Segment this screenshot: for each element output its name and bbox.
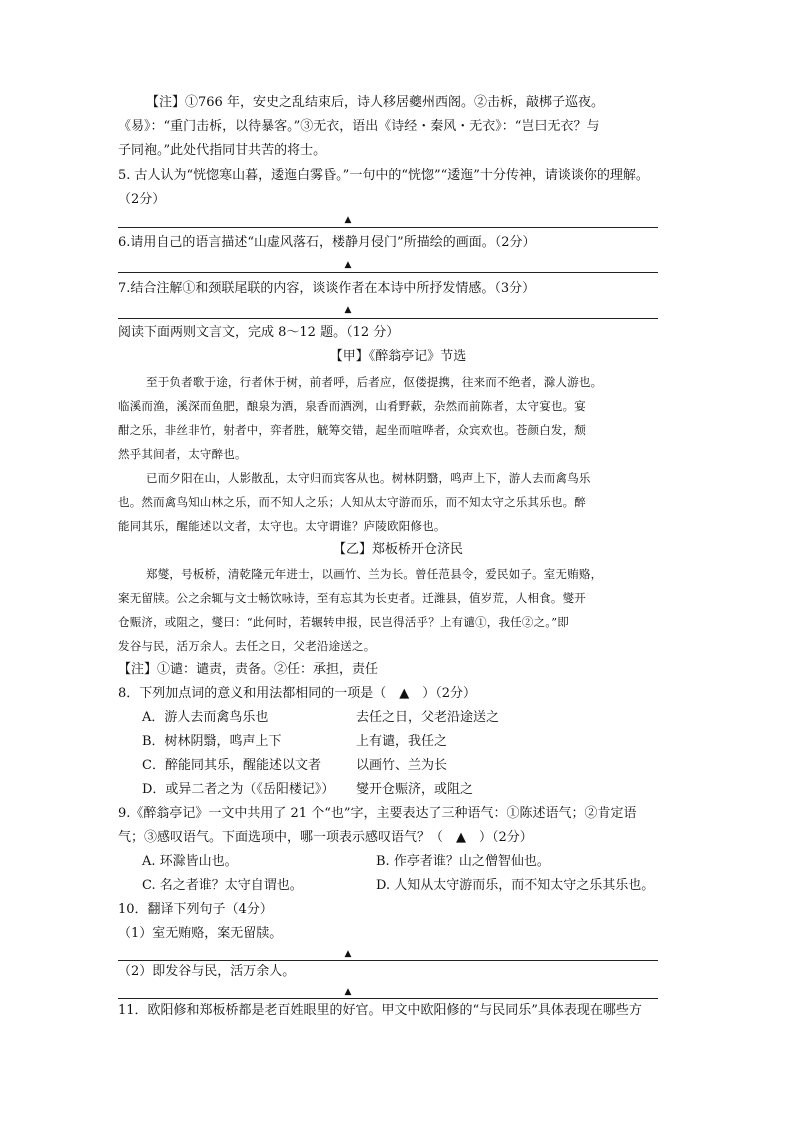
passage-a-line: 也。然而禽鸟知山林之乐，而不知人之乐；人知从太守游而乐，而不知太守之乐其乐也。醉 bbox=[118, 495, 586, 509]
question-10: 10．翻译下列句子（4分） bbox=[118, 902, 273, 917]
question-5: 5. 古人认为“恍惚寒山暮，逶迤白雾昏。”一句中的“恍惚”“逶迤”十分传神，请谈谈你的理解。 bbox=[118, 168, 649, 183]
passage-a-line: 至于负者歌于途，行者休于树，前者呼，后者应，伛偻提携，往来而不绝者，滁人游也。 bbox=[146, 375, 603, 389]
passage-a-line: 然乎其间者，太守醉也。 bbox=[118, 447, 247, 461]
passage-b-line: 发谷与民，活万余人。去任之日，父老沿途送之。 bbox=[118, 639, 376, 653]
answer-marker: ▲ bbox=[344, 987, 352, 997]
answer-line[interactable] bbox=[118, 318, 658, 319]
reading-intro: 阅读下面两则文言文，完成 8～12 题。（12 分） bbox=[118, 325, 400, 340]
q8-option-b-left[interactable]: B．树林阴翳，鸣声上下 bbox=[142, 734, 282, 749]
q8-option-a-right: 去任之日，父老沿途送之 bbox=[356, 710, 500, 725]
question-9: 气；③感叹语气。下面选项中，哪一项表示感叹语气？（ ▲ ）（2分） bbox=[118, 830, 533, 845]
note-2: 【注】①谴：谴责，责备。②任：承担，责任 bbox=[118, 662, 379, 677]
note-line: 《易》：“重门击柝，以待暴客。”③无衣，语出《诗经・秦风・无衣》：“岂曰无衣？与 bbox=[118, 119, 600, 134]
passage-b-line: 案无留牍。公之余辄与文士畅饮咏诗，至有忘其为长吏者。迁潍县，值岁荒，人相食。燮开 bbox=[118, 591, 586, 605]
answer-line[interactable] bbox=[118, 272, 658, 273]
passage-a-line: 临溪而渔，溪深而鱼肥，酿泉为酒，泉香而酒洌，山肴野蔌，杂然而前陈者，太守宴也。宴 bbox=[118, 399, 586, 413]
passage-b-line: 郑燮，号板桥，清乾隆元年进士，以画竹、兰为长。曾任范县令，爱民如子。室无贿赂， bbox=[146, 567, 603, 581]
q9-option-b[interactable]: B. 作亭者谁？山之僧智仙也。 bbox=[376, 854, 550, 869]
q9-option-a[interactable]: A. 环滁皆山也。 bbox=[142, 854, 238, 869]
question-9: 9.《醉翁亭记》一文中共用了 21 个“也”字，主要表达了三种语气：①陈述语气；②肯定语 bbox=[118, 806, 637, 821]
q9-option-c[interactable]: C. 名之者谁？太守自谓也。 bbox=[142, 878, 303, 893]
question-6: 6.请用自己的语言描述“山虚风落石，楼静月侵门”所描绘的画面。（2分） bbox=[118, 235, 536, 250]
question-10-sentence-1: （1）室无贿赂，案无留牍。 bbox=[118, 926, 283, 941]
passage-b-title: 【乙】郑板桥开仓济民 bbox=[332, 542, 463, 557]
question-11: 11．欧阳修和郑板桥都是老百姓眼里的好官。甲文中欧阳修的“与民同乐”具体表现在哪些方 bbox=[118, 1003, 642, 1018]
question-10-sentence-2: （2）即发谷与民，活万余人。 bbox=[118, 964, 296, 979]
q8-option-b-right: 上有谴，我任之 bbox=[356, 734, 448, 749]
answer-marker: ▲ bbox=[344, 949, 352, 959]
q8-option-c-left[interactable]: C．醉能同其乐，醒能述以文者 bbox=[142, 758, 321, 773]
question-5-score: （2分） bbox=[118, 192, 166, 207]
answer-marker: ▲ bbox=[344, 305, 352, 315]
passage-a-line: 能同其乐，醒能述以文者，太守也。太守谓谁？庐陵欧阳修也。 bbox=[118, 519, 446, 533]
passage-a-title: 【甲】《醉翁亭记》节选 bbox=[329, 349, 467, 364]
question-8: 8．下列加点词的意义和用法都相同的一项是（ ▲ ）（2分） bbox=[118, 686, 477, 701]
note-line: 子同袍。”此处代指同甘共苦的将士。 bbox=[118, 143, 327, 158]
answer-marker: ▲ bbox=[344, 260, 352, 270]
passage-a-line: 已而夕阳在山，人影散乱，太守归而宾客从也。树林阴翳，鸣声上下，游人去而禽鸟乐 bbox=[146, 471, 591, 485]
question-7: 7.结合注解①和颈联尾联的内容，谈谈作者在本诗中所抒发情感。（3分） bbox=[118, 281, 536, 296]
q9-option-d[interactable]: D. 人知从太守游而乐，而不知太守之乐其乐也。 bbox=[376, 878, 655, 893]
q8-option-d-left[interactable]: D．或异二者之为（《岳阳楼记》） bbox=[142, 782, 335, 797]
q8-option-d-right: 燮开仓赈济，或阻之 bbox=[356, 782, 474, 797]
note-line: 【注】①766 年，安史之乱结束后，诗人移居夔州西阁。②击柝，敲梆子巡夜。 bbox=[146, 95, 604, 110]
answer-line[interactable] bbox=[118, 998, 658, 999]
answer-line[interactable] bbox=[118, 227, 658, 228]
passage-b-line: 仓赈济，或阻之，燮曰：“此何时，若辗转申报，民岂得活乎？上有谴①，我任②之。”即 bbox=[118, 615, 570, 629]
passage-a-line: 酣之乐，非丝非竹，射者中，弈者胜，觥筹交错，起坐而喧哗者，众宾欢也。苍颜白发，颓 bbox=[118, 423, 586, 437]
answer-line[interactable] bbox=[118, 960, 658, 961]
q8-option-a-left[interactable]: A．游人去而禽鸟乐也 bbox=[142, 710, 269, 725]
answer-marker: ▲ bbox=[344, 215, 352, 225]
q8-option-c-right: 以画竹、兰为长 bbox=[356, 758, 448, 773]
